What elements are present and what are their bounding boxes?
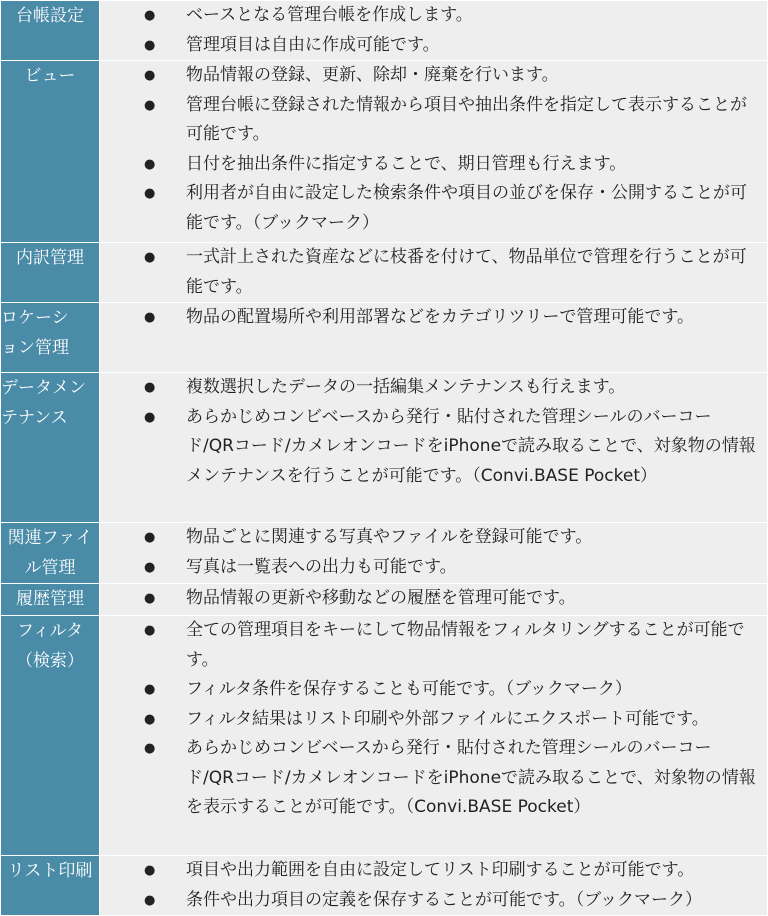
category-label: フィルタ （検索） — [16, 621, 84, 671]
feature-bullet-text: 物品情報の登録、更新、除却・廃棄を行います。 — [186, 65, 559, 85]
bullet-icon: ● — [144, 186, 156, 201]
description-cell — [100, 1, 768, 61]
bullet-icon: ● — [144, 863, 156, 878]
description-cell — [100, 303, 768, 373]
description-cell — [100, 373, 768, 523]
bullet-icon: ● — [144, 559, 156, 575]
feature-bullet-item — [100, 403, 767, 492]
feature-bullet-text: 条件や出力項目の定義を保存することが可能です。（ブックマーク） — [186, 889, 702, 910]
feature-bullet-text: あらかじめコンビベースから発行・貼付された管理シールのバーコード/QRコード/カメレオンコードをiPhoneで読み取ることで、対象物の情報メンテナンスを行うことが可能です。（Convi.BASE Pocket） — [186, 406, 756, 486]
bullet-icon: ● — [144, 68, 156, 83]
bullet-icon: ● — [144, 741, 156, 756]
bullet-icon: ● — [144, 97, 156, 113]
feature-bullet-list — [100, 1, 767, 60]
category-cell — [1, 584, 100, 616]
bullet-icon: ● — [144, 591, 156, 606]
feature-row — [1, 61, 768, 243]
bullet-icon: ● — [144, 711, 156, 727]
category-cell — [1, 373, 100, 523]
category-label: データメン テナンス — [1, 378, 86, 428]
feature-bullet-text: フィルタ条件を保存することも可能です。（ブックマーク） — [186, 679, 632, 699]
feature-row — [1, 303, 768, 373]
feature-bullet-item — [100, 31, 767, 61]
bullet-icon: ● — [144, 409, 156, 425]
feature-bullet-item — [100, 243, 767, 302]
feature-bullet-text: 利用者が自由に設定した検索条件や項目の並びを保存・公開することが可能です。（ブックマーク） — [186, 183, 747, 233]
bullet-icon: ● — [144, 530, 156, 545]
feature-bullet-text: 管理項目は自由に作成可能です。 — [186, 34, 440, 55]
description-cell — [100, 616, 768, 856]
bullet-icon: ● — [144, 310, 156, 325]
feature-bullet-item — [100, 584, 767, 614]
feature-bullet-text: 全ての管理項目をキーにして物品情報をフィルタリングすることが可能です。 — [186, 620, 745, 670]
category-cell — [1, 856, 100, 916]
feature-bullet-list — [100, 243, 767, 302]
feature-row — [1, 856, 768, 916]
category-cell — [1, 523, 100, 584]
feature-bullet-item — [100, 91, 767, 150]
feature-bullet-item — [100, 675, 767, 705]
feature-bullet-list — [100, 856, 767, 915]
bullet-icon: ● — [144, 623, 156, 638]
bullet-icon: ● — [144, 250, 156, 265]
feature-bullet-text: ベースとなる管理台帳を作成します。 — [186, 5, 473, 25]
feature-row — [1, 373, 768, 523]
bullet-icon: ● — [144, 892, 156, 908]
category-label: 関連ファイ ル管理 — [7, 528, 93, 578]
feature-bullet-list — [100, 616, 767, 823]
category-cell — [1, 303, 100, 373]
feature-bullet-text: 物品の配置場所や利用部署などをカテゴリツリーで管理可能です。 — [186, 307, 694, 327]
feature-bullet-text: 項目や出力範囲を自由に設定してリスト印刷することが可能です。 — [186, 860, 695, 880]
category-label: ロケーシ ョン管理 — [1, 308, 69, 358]
bullet-icon: ● — [144, 380, 156, 395]
category-label: 内訳管理 — [16, 248, 84, 268]
feature-bullet-item — [100, 373, 767, 403]
feature-bullet-item — [100, 616, 767, 675]
category-label: 台帳設定 — [16, 6, 84, 26]
bullet-icon: ● — [144, 682, 156, 697]
category-cell — [1, 616, 100, 856]
feature-row — [1, 243, 768, 303]
category-label: リスト印刷 — [7, 861, 93, 881]
category-cell — [1, 1, 100, 61]
feature-bullet-item — [100, 734, 767, 823]
feature-bullet-list — [100, 303, 767, 333]
feature-bullet-list — [100, 523, 767, 582]
feature-bullet-item — [100, 886, 767, 916]
bullet-icon: ● — [144, 156, 156, 172]
feature-bullet-text: 物品ごとに関連する写真やファイルを登録可能です。 — [186, 527, 593, 547]
bullet-icon: ● — [144, 8, 156, 23]
feature-bullet-item — [100, 61, 767, 91]
feature-table-body — [1, 1, 768, 916]
feature-bullet-text: 複数選択したデータの一括編集メンテナンスも行えます。 — [186, 377, 626, 397]
category-label: 履歴管理 — [16, 589, 84, 609]
feature-bullet-item — [100, 303, 767, 333]
feature-bullet-text: 管理台帳に登録された情報から項目や抽出条件を指定して表示することが可能です。 — [186, 94, 747, 144]
feature-bullet-text: 写真は一覧表への出力も可能です。 — [186, 556, 457, 577]
feature-bullet-list — [100, 61, 767, 238]
description-cell — [100, 61, 768, 243]
feature-row — [1, 616, 768, 856]
feature-bullet-item — [100, 705, 767, 735]
feature-bullet-item — [100, 553, 767, 583]
category-cell — [1, 243, 100, 303]
feature-bullet-item — [100, 523, 767, 553]
feature-bullet-list — [100, 373, 767, 491]
feature-row — [1, 523, 768, 584]
feature-bullet-text: 一式計上された資産などに枝番を付けて、物品単位で管理を行うことが可能です。 — [186, 247, 747, 297]
feature-bullet-text: 日付を抽出条件に指定することで、期日管理も行えます。 — [186, 153, 627, 174]
feature-bullet-text: フィルタ結果はリスト印刷や外部ファイルにエクスポート可能です。 — [186, 708, 709, 729]
description-cell — [100, 584, 768, 616]
feature-bullet-text: あらかじめコンビベースから発行・貼付された管理シールのバーコード/QRコード/カメレオンコードをiPhoneで読み取ることで、対象物の情報を表示することが可能です。（Convi.BASE Pocket） — [186, 738, 756, 817]
bullet-icon: ● — [144, 37, 156, 53]
description-cell — [100, 856, 768, 916]
feature-row — [1, 584, 768, 616]
feature-row — [1, 1, 768, 61]
feature-bullet-item — [100, 856, 767, 886]
feature-bullet-text: 物品情報の更新や移動などの履歴を管理可能です。 — [186, 588, 576, 608]
feature-bullet-item — [100, 1, 767, 31]
category-label: ビュー — [24, 66, 76, 86]
description-cell — [100, 243, 768, 303]
description-cell — [100, 523, 768, 584]
feature-bullet-item — [100, 150, 767, 180]
feature-bullet-list — [100, 584, 767, 614]
category-cell — [1, 61, 100, 243]
feature-bullet-item — [100, 179, 767, 238]
